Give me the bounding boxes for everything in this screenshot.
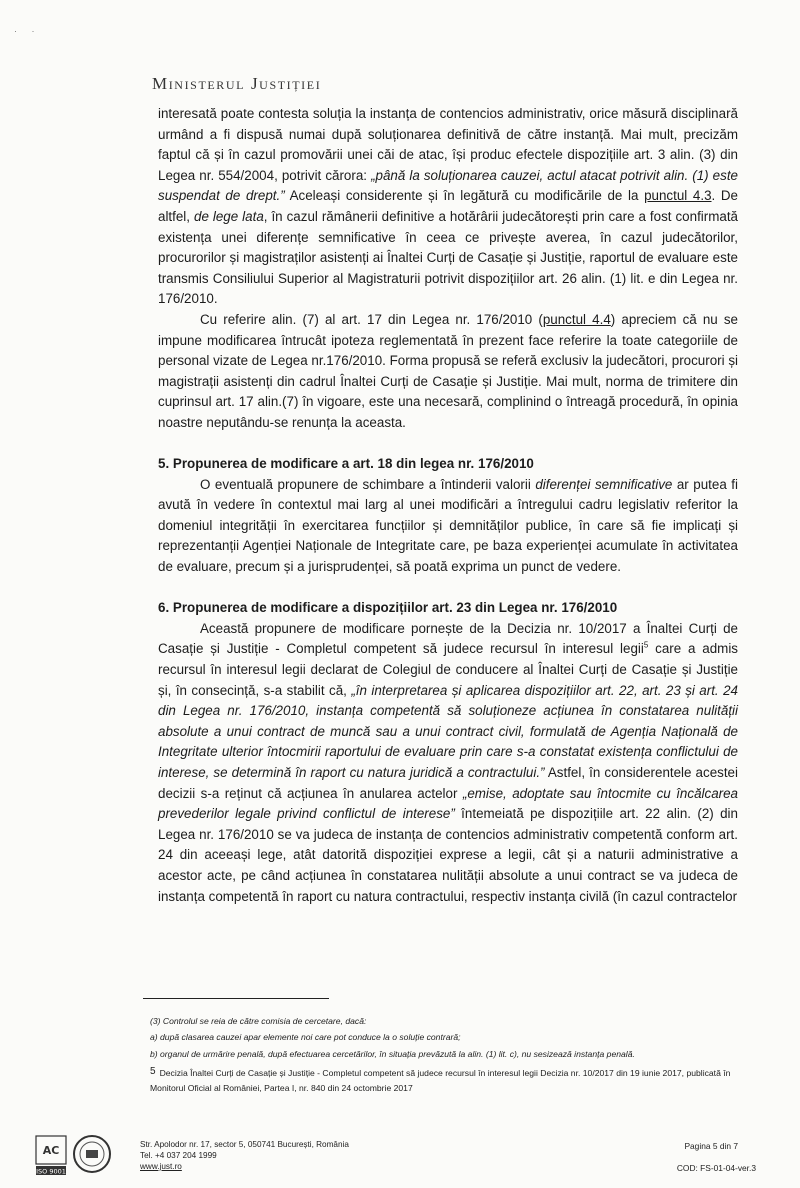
link-punctul-4-4[interactable]: punctul 4.4: [542, 311, 611, 327]
certification-logo: [32, 1132, 116, 1178]
footnote-ref-5[interactable]: 5: [643, 640, 649, 650]
ministry-header: Ministerul Justiției: [152, 74, 322, 93]
document-body: [158, 104, 738, 907]
link-punctul-4-3[interactable]: punctul 4.3: [644, 188, 712, 204]
footnote-line: (3) Controlul se reia de către comisia de cercetare, dacă:: [150, 1016, 367, 1026]
paragraph-2: Cu referire alin. (7) al art. 17 din Legea nr. 176/2010 (punctul 4.4) apreciem că nu se impune modificarea întrucât ipoteza reglementată în prezent face referire la toate categoriile de personal vizate de Legea nr.176/2010. Forma propusă se referă exclusiv la judecători, procurori și magistrații asistenți din cadrul Înaltei Curți de Casație și Justiție. Mai mult, norma de trimitere din cuprinsul art. 17 alin.(7) în vigoare, este una necesară, complinind o întreagă procedură, în opinia noastre neputându-se renunța la aceasta.: [158, 311, 739, 430]
website-link[interactable]: www.just.ro: [140, 1162, 182, 1171]
quote-law-554: „până la soluționarea cauzei, actul atacat potrivit alin. (1) este suspendat de drept.”: [158, 167, 738, 204]
footnote-divider: [143, 998, 329, 999]
address-line: Str. Apolodor nr. 17, sector 5, 050741 București, România: [140, 1140, 349, 1149]
page-number: Pagina 5 din 7: [684, 1141, 738, 1151]
footnote-line: a) după clasarea cauzei apar elemente noi care pot conduce la o soluție contrară;: [150, 1032, 461, 1043]
paragraph-4: Această propunere de modificare pornește de la Decizia nr. 10/2017 a Înaltei Curți de Casație și Justiție - Completul competent să judece recursul în interesul legii$^5$ care a admis recursul în interesul legii declarat de Colegiul de conducere al Înaltei Curți de Casație și Justiție și, în consecință, s-a stabilit că, „în interpretarea și aplicarea dispozițiilor art. 22, art. 23 și art. 24 din Legea nr. 176/2010, instanța competentă să soluționeze acțiunea în constatarea nulității absolute a unui contract de muncă sau a unui contract civil, formulată de Agenția Națională de Integritate ulterior întocmirii raportului de evaluare prin care s-a constatat existența conflictului de interese, se determină în raport cu natura juridică a contractului.” Astfel, în considerentele acestei decizii s-a reținut că acțiunea în anularea actelor „emise, adoptate sau întocmite cu încălcarea prevederilor legale privind conflictul de interese” întemeiată pe dispozițiile art. 22 alin. (2) din Legea nr. 176/2010 se va judeca de instanța de contencios administrativ competentă conform art. 24 din aceeași lege, atât datorită dispoziției exprese a legii, cât și a naturii administrative a acestor acte, pe când acțiunea în constatarea nulității absolute a unui contract se va judeca de instanța competentă în raport cu natura contractului, respectiv instanța civilă (în cazul contractelor: [158, 620, 738, 904]
scan-marks: · ·: [14, 26, 41, 36]
phone-line: Tel. +4 037 204 1999: [140, 1151, 217, 1160]
footer-address: [140, 1139, 349, 1172]
section-heading-5: 5. Propunerea de modificare a art. 18 din legea nr. 176/2010: [158, 456, 534, 472]
paragraph-3: O eventuală propunere de schimbare a întinderii valorii diferenței semnificative ar putea fi avută în vedere în contextul mai larg al unei modificări a întregului cadru legislativ referitor la domeniul integrității în exercitarea funcțiilor și demnităților publice, în care să fie implicați și reprezentanții Agenției Naționale de Integritate care, pe baza experienței acumulate în activitatea de evaluare, precum și a jurisprudenței, să poată exprima un punct de vedere.: [158, 476, 738, 575]
svg-text:AC: AC: [42, 1144, 60, 1157]
quote-acts: „emise, adoptate sau întocmite cu încălcarea prevederilor legale privind conflictul de interese”: [158, 785, 738, 822]
footnote-number: 5: [150, 1066, 156, 1078]
quote-decision: „în interpretarea și aplicarea dispozițiilor art. 22, art. 23 și art. 24 din Legea nr. 176/2010, instanța competentă să soluționeze acțiunea în constatarea nulității absolute a unui contract de muncă sau a unui contract civil, formulată de Agenția Națională de Integritate ulterior întocmirii raportului de evaluare prin care s-a constatat existența conflictului de interese, se determină în raport cu natura juridică a contractului.”: [158, 682, 738, 780]
paragraph-1: interesată poate contesta soluția la instanța de contencios administrativ, orice măsură disciplinară urmând a fi dispusă numai după soluționarea definitivă de către instanță. Mai mult, precizăm faptul că și în cazul promovării unei căi de atac, își produc efectele dispozițiile art. 3 alin. (3) din Legea nr. 554/2004, potrivit cărora: „până la soluționarea cauzei, actul atacat potrivit alin. (1) este suspendat de drept.” Aceleași considerente și în legătură cu modificările de la punctul 4.3. De altfel, de lege lata, în cazul rămânerii definitive a hotărârii judecătorești prin care a fost confirmată existența unei diferențe semnificative în ceea ce privește averea, în cazul judecătorilor, procurorilor și magistraților asistenți ai Înaltei Curți de Casație și Justiție, raportul de evaluare este transmis Consiliului Superior al Magistraturii potrivit dispozițiilor art. 26 alin. (1) lit. e din Legea nr. 176/2010.: [158, 106, 739, 307]
footnote-5: 5 Decizia Înaltei Curți de Casație și Justiție - Completul competent să judece recursul în interesul legii Decizia nr. 10/2017 din 19 iunie 2017, publicată în Monitorul Oficial al României, Partea I, nr. 840 din 24 octombrie 2017: [150, 1066, 731, 1093]
logo-text: ISO 9001: [36, 1167, 66, 1176]
section-heading-6: 6. Propunerea de modificare a dispozițiilor art. 23 din Legea nr. 176/2010: [158, 600, 618, 616]
document-code: COD: FS-01-04-ver.3: [676, 1163, 756, 1173]
footnotes: [150, 1014, 750, 1097]
footnote-line: b) organul de urmărire penală, după efectuarea cercetărilor, în situația prevăzută la alin. (1) lit. c), nu sesizează instanța penală.: [150, 1048, 635, 1059]
